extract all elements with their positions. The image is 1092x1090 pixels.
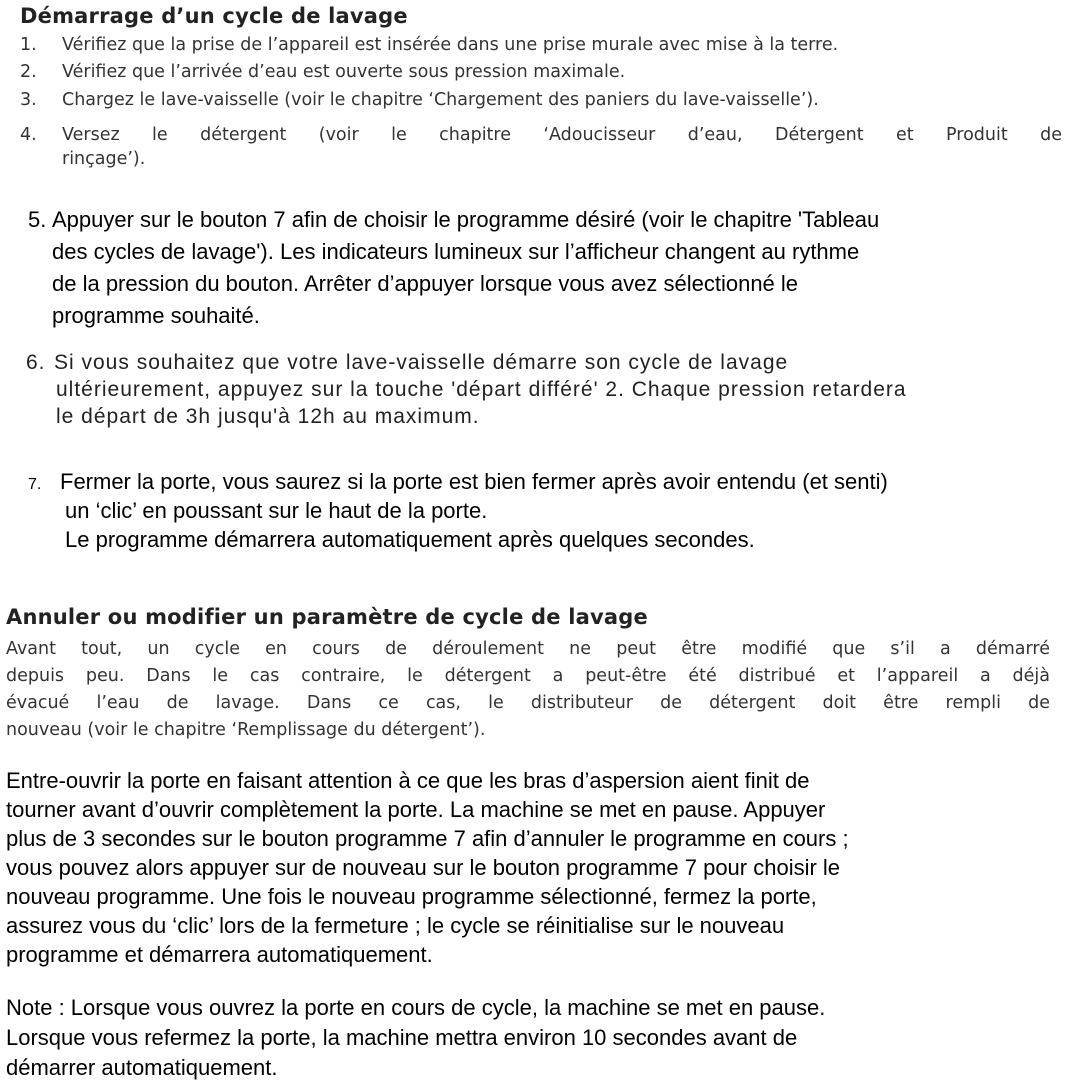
step-5: [28, 207, 879, 329]
step-text: Chargez le lave-vaisselle (voir le chapitre ‘Chargement des paniers du lave-vaisselle’).: [62, 90, 819, 110]
note-line: démarrer automatiquement.: [6, 1055, 278, 1080]
paragraph-line: nouveau programme. Une fois le nouveau programme sélectionné, fermez la porte,: [6, 884, 817, 909]
step-text: Fermer la porte, vous saurez si la porte est bien fermer après avoir entendu (et senti): [60, 469, 888, 494]
step-text: Versez le détergent (voir le chapitre ‘Adoucisseur d’eau, Détergent et Produit de: [62, 125, 1062, 145]
step-text: ultérieurement, appuyez sur la touche 'départ différé' 2. Chaque pression retardera: [56, 378, 907, 401]
step-number: 1.: [20, 35, 37, 55]
step-6: [26, 351, 907, 429]
step-number: 7.: [28, 476, 42, 493]
paragraph-line: assurez vous du ‘clic’ lors de la fermeture ; le cycle se réinitialise sur le nouveau: [6, 913, 785, 938]
step-text: Le programme démarrera automatiquement après quelques secondes.: [65, 527, 755, 552]
paragraph-line: programme et démarrera automatiquement.: [6, 942, 433, 967]
cancel-paragraph: [6, 766, 849, 969]
step-number: 6.: [26, 351, 46, 374]
step-text: programme souhaité.: [52, 303, 260, 328]
step-number: 5.: [28, 207, 47, 232]
section-heading-cancel-modify: Annuler ou modifier un paramètre de cycle de lavage: [6, 605, 648, 629]
paragraph-line: Entre-ouvrir la porte en faisant attention à ce que les bras d’aspersion aient finit de: [6, 768, 810, 793]
intro-line: nouveau (voir le chapitre ‘Remplissage du détergent’).: [6, 720, 486, 740]
step-1: [20, 35, 838, 55]
step-text: Vérifiez que la prise de l’appareil est insérée dans une prise murale avec mise à la terre.: [62, 35, 839, 55]
step-text: un ‘clic’ en poussant sur le haut de la porte.: [65, 498, 488, 523]
step-text: de la pression du bouton. Arrêter d’appuyer lorsque vous avez sélectionné le: [52, 271, 799, 296]
step-7: [28, 469, 888, 553]
step-text: le départ de 3h jusqu'à 12h au maximum.: [56, 405, 480, 428]
step-text: Vérifiez que l’arrivée d’eau est ouverte sous pression maximale.: [62, 62, 626, 82]
step-number: 2.: [20, 62, 37, 82]
step-2: [20, 62, 625, 82]
paragraph-line: tourner avant d’ouvrir complètement la porte. La machine se met en pause. Appuyer: [6, 797, 826, 822]
intro-line: évacué l’eau de lavage. Dans ce cas, le distributeur de détergent doit être rempli de: [6, 693, 1050, 713]
step-3: [20, 90, 819, 110]
intro-line: depuis peu. Dans le cas contraire, le détergent a peut-être été distribué et l’appareil a déjà: [6, 666, 1050, 686]
intro-line: Avant tout, un cycle en cours de déroulement ne peut être modifié que s’il a démarré: [6, 639, 1050, 659]
step-number: 3.: [20, 90, 37, 110]
note-paragraph: [6, 993, 825, 1083]
note-line: Lorsque vous refermez la porte, la machine mettra environ 10 secondes avant de: [6, 1025, 798, 1050]
step-text: des cycles de lavage'). Les indicateurs lumineux sur l’afficheur changent au rythme: [52, 239, 860, 264]
step-number: 4.: [20, 125, 37, 145]
section-heading-start-cycle: Démarrage d’un cycle de lavage: [20, 4, 408, 28]
paragraph-line: plus de 3 secondes sur le bouton programme 7 afin d’annuler le programme en cours ;: [6, 826, 849, 851]
step-4: [20, 125, 1062, 169]
paragraph-line: vous pouvez alors appuyer sur de nouveau sur le bouton programme 7 pour choisir le: [6, 855, 841, 880]
intro-paragraph: [6, 636, 1050, 744]
step-text: Si vous souhaitez que votre lave-vaisselle démarre son cycle de lavage: [54, 351, 789, 374]
step-text: Appuyer sur le bouton 7 afin de choisir le programme désiré (voir le chapitre 'Tableau: [52, 207, 880, 232]
note-line: Note : Lorsque vous ouvrez la porte en cours de cycle, la machine se met en pause.: [6, 995, 826, 1020]
step-text: rinçage’).: [62, 149, 146, 169]
